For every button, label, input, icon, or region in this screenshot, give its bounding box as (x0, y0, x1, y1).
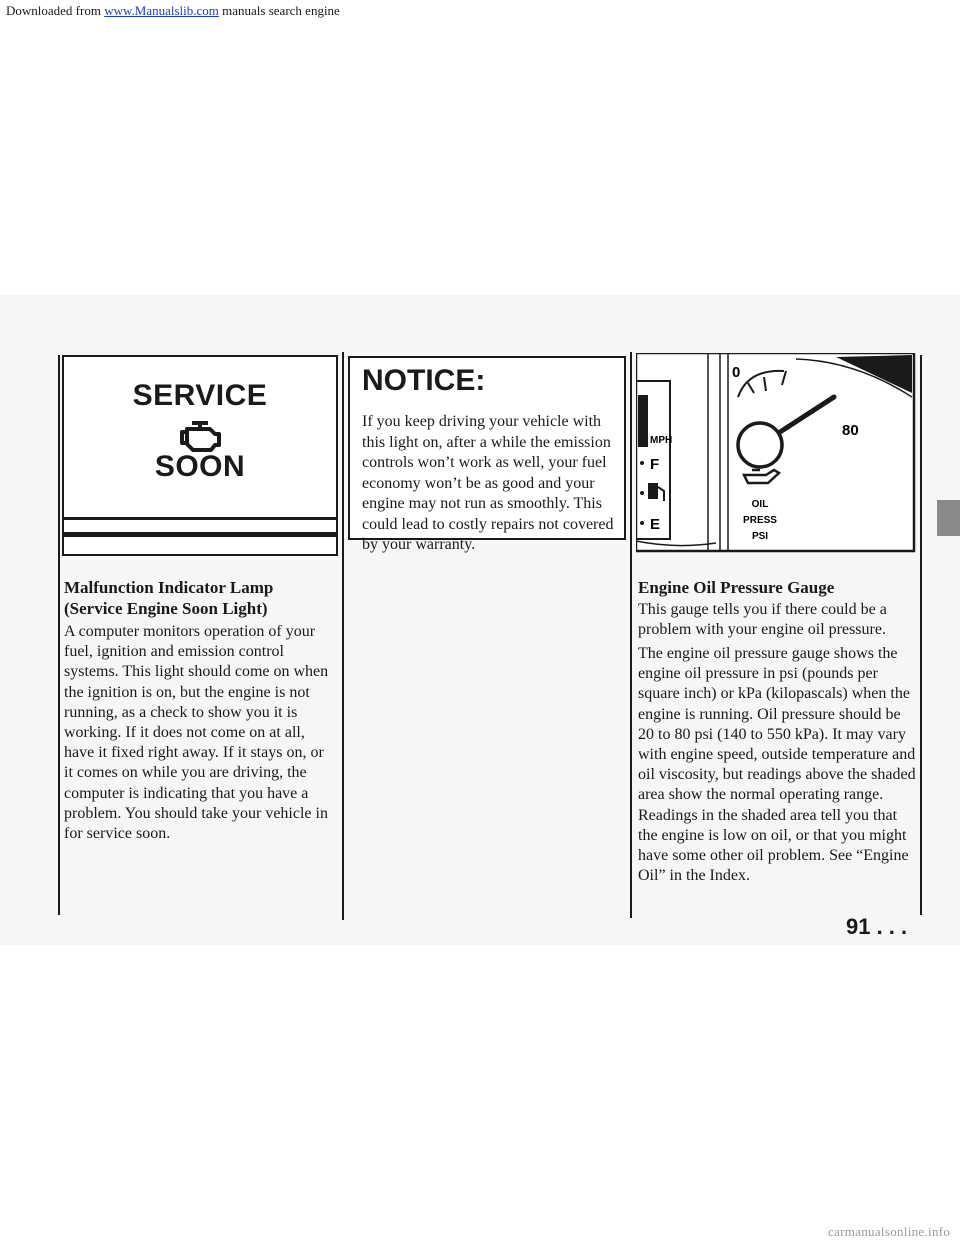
fuel-full-label: F (650, 456, 660, 473)
malfunction-lamp-heading-1: Malfunction Indicator Lamp (64, 578, 274, 597)
panel-bar-thin (64, 517, 336, 520)
column-rule-right-a (630, 352, 632, 918)
oil-pressure-para-2: The engine oil pressure gauge shows the engine oil pressure in psi (pounds per square inch) or kPa (kilopascals) when the engine is running. Oil pressure should be 20 to 80 psi (140 to 550 kPa). It may vary with engine speed, outside temperature and oil viscosity, but readings above the shaded area show the normal operating range. Readings in the shaded area tell you that the engine is low on oil, or that you might have some other oil problem. See “Engine Oil” in the Index. (638, 645, 916, 885)
banner-suffix: manuals search engine (222, 3, 340, 18)
oil-pressure-gauge-illustration (636, 353, 916, 553)
service-label: SERVICE (132, 379, 268, 412)
gauge-press-label: PRESS (743, 515, 777, 526)
column-rule-center (342, 352, 344, 920)
banner-prefix: Downloaded from (6, 3, 101, 18)
notice-body: If you keep driving your vehicle with this light on, after a while the emission controls won’t work as well, your fuel economy won’t be as good and your engine may not run as smoothly. This could lead to costly repairs not covered by your warranty. (362, 413, 614, 553)
notice-title: NOTICE: (362, 364, 486, 397)
column-rule-right-b (920, 355, 922, 915)
speedo-mph-label: MPH (650, 435, 673, 446)
oil-pressure-heading: Engine Oil Pressure Gauge (638, 578, 835, 597)
panel-bar-thick (64, 532, 336, 537)
fuel-empty-dot (640, 521, 644, 525)
gauge-max-label: 80 (842, 422, 859, 439)
notice-box (348, 356, 626, 553)
gauge-psi-label: PSI (751, 531, 769, 542)
oil-pressure-para-1: This gauge tells you if there could be a problem with your engine oil pressure. (638, 601, 887, 639)
manualslib-link[interactable]: www.Manualslib.com (104, 3, 219, 18)
download-banner (0, 0, 960, 22)
malfunction-lamp-body: A computer monitors operation of your fuel, ignition and emission control systems. This light should come on when the ignition is on, but the engine is not running, as a check to show you it is working. If it does not come on at all, have it fixed right away. If it stays on, or it comes on while you are driving, the computer is indicating that you have a problem. You should take your vehicle in for service soon. (64, 623, 329, 843)
section-tab-marker (937, 500, 960, 536)
fuel-empty-label: E (650, 516, 661, 533)
soon-label: SOON (154, 450, 246, 483)
column-rule-left (58, 355, 60, 915)
gauge-hub (738, 423, 782, 467)
malfunction-lamp-heading-2: (Service Engine Soon Light) (64, 599, 268, 618)
page-number: 91 . . . (846, 914, 908, 939)
footer-watermark: carmanualsonline.info (828, 1224, 951, 1239)
fuel-full-dot (640, 461, 644, 465)
gauge-min-label: 0 (732, 364, 741, 381)
service-soon-light-illustration (62, 355, 338, 556)
gauge-oil-label: OIL (751, 499, 769, 510)
